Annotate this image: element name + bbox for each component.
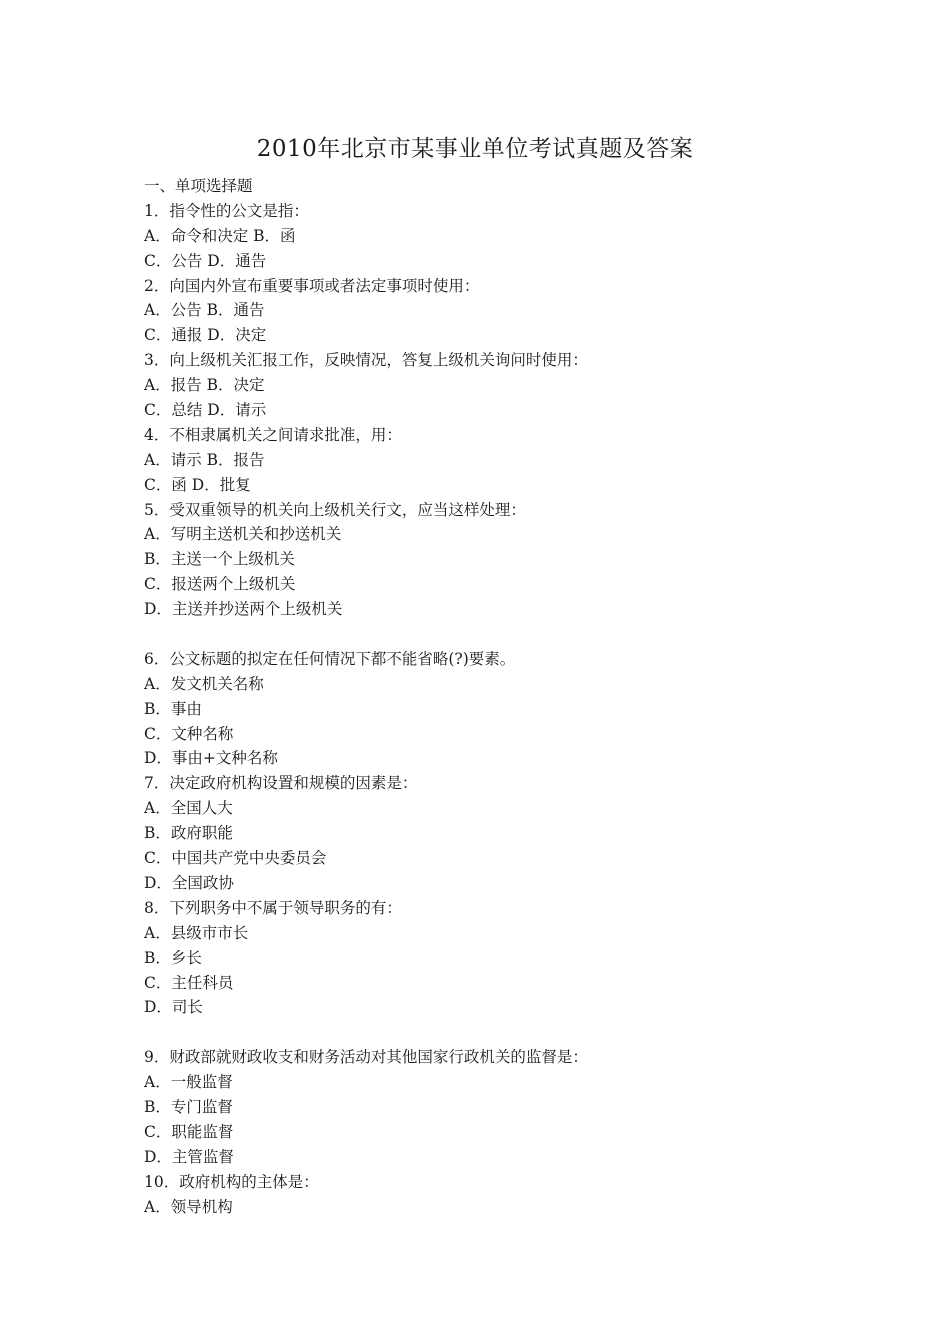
- question-3: 3．向上级机关汇报工作，反映情况，答复上级机关询问时使用：: [144, 351, 588, 370]
- question-9-option-a: A．一般监督: [144, 1073, 233, 1092]
- question-8: 8．下列职务中不属于领导职务的有：: [144, 898, 402, 917]
- question-6-option-b: B．事由: [144, 699, 202, 718]
- question-6-option-d: D．事由+文种名称: [144, 749, 278, 768]
- question-3-options-ab: A．报告 B．决定: [144, 376, 265, 395]
- question-10: 10．政府机构的主体是：: [144, 1172, 319, 1191]
- question-1: 1．指令性的公文是指：: [144, 201, 309, 220]
- question-2: 2．向国内外宣布重要事项或者法定事项时使用：: [144, 276, 480, 295]
- question-8-option-c: C．主任科员: [144, 973, 234, 992]
- question-5-option-d: D．主送并抄送两个上级机关: [144, 600, 343, 619]
- question-7-option-c: C．中国共产党中央委员会: [144, 849, 327, 868]
- question-5-option-b: B．主送一个上级机关: [144, 550, 295, 569]
- question-9-option-b: B．专门监督: [144, 1097, 233, 1116]
- blank-line: [144, 622, 804, 647]
- question-9-option-c: C．职能监督: [144, 1122, 234, 1141]
- question-7-option-a: A．全国人大: [144, 799, 233, 818]
- question-1-options-ab: A．命令和决定 B．函: [144, 226, 296, 245]
- question-6: 6．公文标题的拟定在任何情况下都不能省略(?)要素。: [144, 649, 516, 668]
- question-7-option-d: D．全国政协: [144, 873, 234, 892]
- question-6-option-a: A．发文机关名称: [144, 674, 264, 693]
- question-10-option-a: A．领导机构: [144, 1197, 233, 1216]
- question-5-option-a: A．写明主送机关和抄送机关: [144, 525, 342, 544]
- question-1-options-cd: C．公告 D．通告: [144, 251, 267, 270]
- question-2-options-ab: A．公告 B．通告: [144, 301, 265, 320]
- question-3-options-cd: C．总结 D．请示: [144, 401, 267, 420]
- question-7: 7．决定政府机构设置和规模的因素是：: [144, 774, 418, 793]
- question-9-option-d: D．主管监督: [144, 1147, 234, 1166]
- question-8-option-a: A．县级市市长: [144, 923, 249, 942]
- question-9: 9．财政部就财政收支和财务活动对其他国家行政机关的监督是：: [144, 1048, 588, 1067]
- question-8-option-b: B．乡长: [144, 948, 202, 967]
- question-5-option-c: C．报送两个上级机关: [144, 575, 296, 594]
- question-8-option-d: D．司长: [144, 998, 203, 1017]
- question-7-option-b: B．政府职能: [144, 824, 233, 843]
- section-heading: 一、单项选择题: [144, 177, 253, 195]
- question-6-option-c: C．文种名称: [144, 724, 234, 743]
- question-4-options-cd: C．函 D．批复: [144, 475, 251, 494]
- blank-line: [144, 1020, 804, 1045]
- question-5: 5．受双重领导的机关向上级机关行文，应当这样处理：: [144, 500, 526, 519]
- question-2-options-cd: C．通报 D．决定: [144, 326, 267, 345]
- question-4: 4．不相隶属机关之间请求批准，用：: [144, 425, 402, 444]
- question-4-options-ab: A．请示 B．报告: [144, 450, 265, 469]
- document-body: [144, 174, 804, 1219]
- page-title: 2010年北京市某事业单位考试真题及答案: [256, 136, 694, 162]
